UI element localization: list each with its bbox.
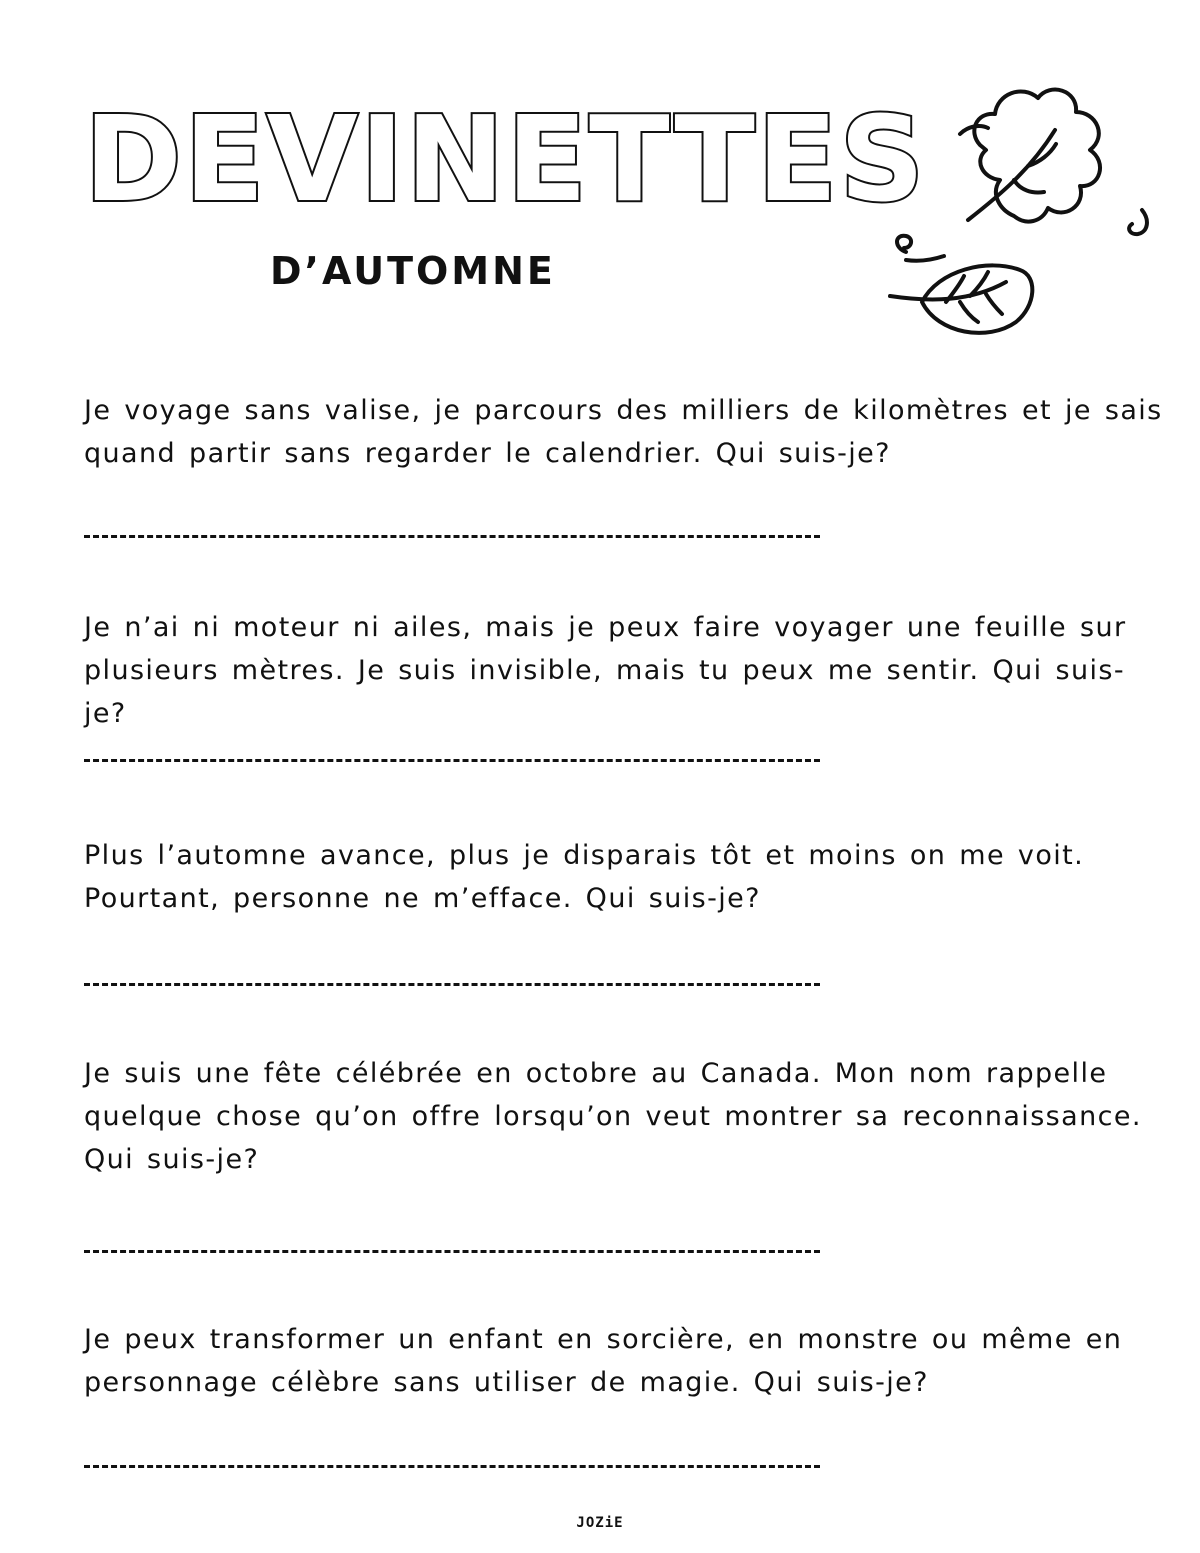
answer-line-3[interactable] [84, 983, 820, 986]
riddle-text-2: Je n’ai ni moteur ni ailes, mais je peux faire voyager une feuille sur plusieurs mètres. Je suis invisible, mais tu peux me sentir. Qui suis-je? [84, 612, 1127, 729]
riddle-text-4: Je suis une fête célébrée en octobre au Canada. Mon nom rappelle quelque chose qu’on offre lorsqu’on veut montrer sa reconnaissance. Qui suis-je? [84, 1058, 1142, 1175]
riddle-text-3: Plus l’automne avance, plus je disparais tôt et moins on me voit. Pourtant, personne ne m’efface. Qui suis-je? [84, 840, 1085, 914]
answer-line-4[interactable] [84, 1250, 820, 1253]
answer-line-1[interactable] [84, 535, 820, 538]
riddle-text-5: Je peux transformer un enfant en sorcière, en monstre ou même en personnage célèbre sans utiliser de magie. Qui suis-je? [84, 1324, 1123, 1398]
oak-leaf-icon [960, 90, 1100, 222]
riddle-text-1: Je voyage sans valise, je parcours des milliers de kilomètres et je sais quand partir sans regarder le calendrier. Qui suis-je? [84, 395, 1163, 469]
brand-logo: JOZiE [576, 1515, 624, 1531]
page-title: DEVINETTES [84, 90, 927, 228]
page-subtitle: D’AUTOMNE [270, 249, 556, 293]
wind-swirl-icon [897, 210, 1147, 261]
leaves-decoration [850, 70, 1170, 360]
answer-line-5[interactable] [84, 1465, 820, 1468]
answer-line-2[interactable] [84, 759, 820, 762]
round-leaf-icon [890, 265, 1032, 332]
